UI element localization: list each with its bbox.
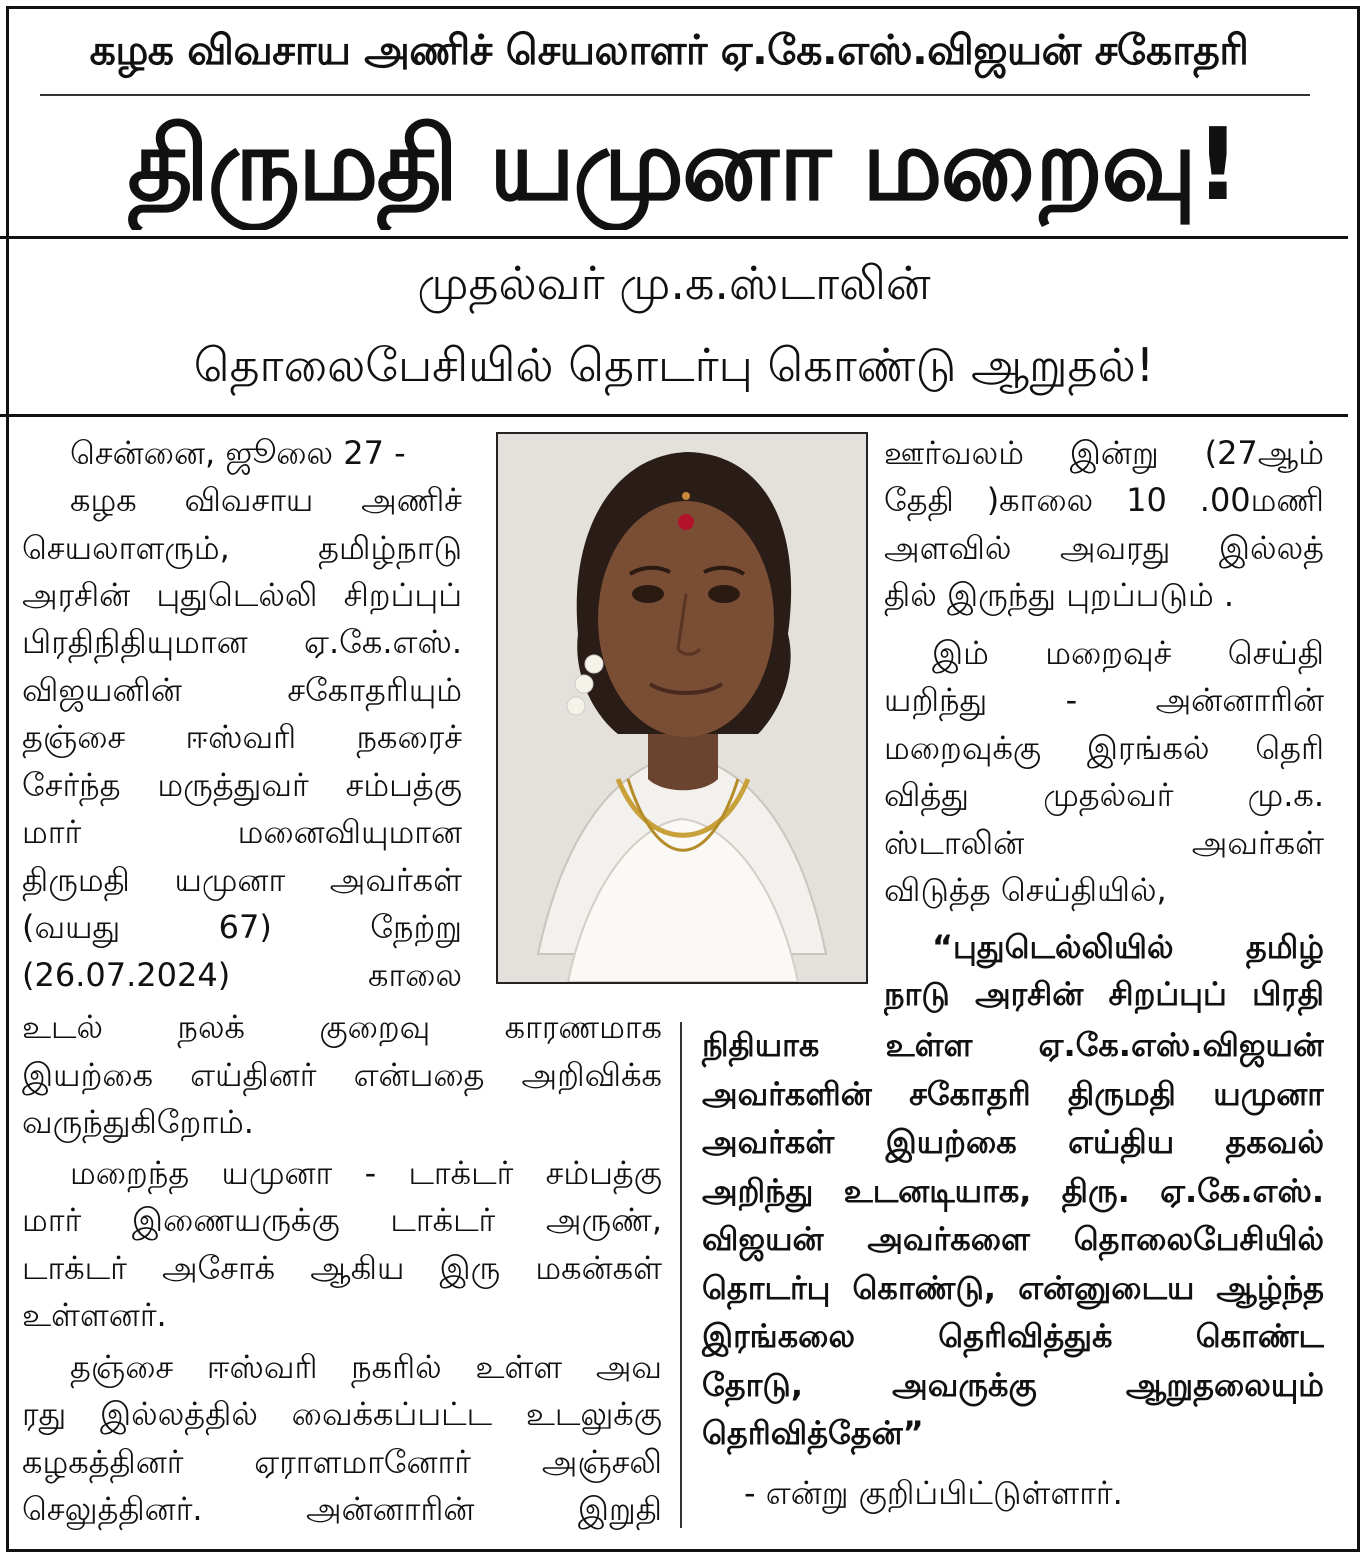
article-line: டாக்டர் அசோக் ஆகிய இரு மகன்கள்: [22, 1249, 662, 1287]
article-line: அளவில் அவரது இல்லத்: [884, 529, 1324, 567]
article-line: தேதி )காலை 10 .00மணி: [884, 481, 1324, 519]
article-line: யறிந்து - அன்னாரின்: [884, 681, 1324, 719]
article-line: வருந்துகிறோம்.: [22, 1103, 254, 1141]
headline-rule: [0, 236, 1348, 239]
article-line: வித்து முதல்வர் மு.க.: [884, 776, 1324, 814]
article-line: கழக விவசாய அணிச்: [70, 481, 462, 519]
column-divider: [680, 1022, 682, 1528]
portrait-photo: [496, 432, 868, 984]
article-line: கழகத்தினர் ஏராளமானோர் அஞ்சலி: [22, 1443, 662, 1481]
quote-line: தெரிவித்தேன்”: [702, 1414, 924, 1452]
article-line: உள்ளனர்.: [22, 1296, 167, 1334]
quote-line: இரங்கலை தெரிவித்துக் கொண்ட: [702, 1317, 1324, 1355]
article-line: மறைவுக்கு இரங்கல் தெரி: [884, 729, 1324, 767]
article-line: விஜயனின் சகோதரியும்: [22, 671, 462, 709]
article-line: (வயது 67) நேற்று: [22, 908, 462, 946]
article-line: அரசின் புதுடெல்லி சிறப்புப்: [22, 576, 462, 614]
quote-line: அவர்கள் இயற்கை எய்திய தகவல்: [702, 1123, 1324, 1161]
quote-line: அறிந்து உடனடியாக, திரு. ஏ.கே.எஸ்.: [702, 1172, 1324, 1210]
quote-line: விஜயன் அவர்களை தொலைபேசியில்: [702, 1220, 1324, 1258]
quote-line: தோடு, அவருக்கு ஆறுதலையும்: [702, 1366, 1324, 1404]
article-line: - என்று குறிப்பிட்டுள்ளார்.: [744, 1474, 1123, 1512]
quote-line: நிதியாக உள்ள ஏ.கே.எஸ்.விஜயன்: [702, 1026, 1324, 1064]
article-line: மார் மனைவியுமான: [22, 813, 462, 851]
article-line: மறைந்த யமுனா - டாக்டர் சம்பத்கு: [70, 1154, 662, 1192]
article-line: செலுத்தினர். அன்னாரின் இறுதி: [22, 1490, 662, 1528]
article-line: உடல் நலக் குறைவு காரணமாக: [22, 1008, 662, 1046]
quote-line: நாடு அரசின் சிறப்புப் பிரதி: [884, 975, 1324, 1013]
article-line: பிரதிநிதியுமான ஏ.கே.எஸ்.: [22, 623, 462, 661]
article-line: திருமதி யமுனா அவர்கள்: [22, 861, 462, 899]
subheading-rule: [0, 414, 1348, 417]
article-line: ஸ்டாலின் அவர்கள்: [884, 824, 1324, 862]
article-line: (26.07.2024) காலை: [22, 956, 462, 994]
article-line: தில் இருந்து புறப்படும் .: [884, 576, 1235, 614]
article-line: சேர்ந்த மருத்துவர் சம்பத்கு: [22, 766, 462, 804]
quote-line: “புதுடெல்லியில் தமிழ்: [932, 928, 1324, 966]
subheading-line-1: முதல்வர் மு.க.ஸ்டாலின்: [417, 256, 931, 310]
article-line: மார் இணையருக்கு டாக்டர் அருண்,: [22, 1201, 662, 1239]
article-line: தஞ்சை ஈஸ்வரி நகரில் உள்ள அவ: [70, 1348, 662, 1386]
article-line: செயலாளரும், தமிழ்நாடு: [22, 529, 462, 567]
kicker-line: கழக விவசாய அணிச் செயலாளர் ஏ.கே.எஸ்.விஜயன் சகோதரி: [89, 26, 1249, 74]
subheading-line-2: தொலைபேசியில் தொடர்பு கொண்டு ஆறுதல்!: [193, 338, 1155, 392]
article-line: இம் மறைவுச் செய்தி: [932, 634, 1324, 672]
article-line: இயற்கை எய்தினர் என்பதை அறிவிக்க: [22, 1056, 662, 1094]
article-line: தஞ்சை ஈஸ்வரி நகரைச்: [22, 718, 462, 756]
kicker-rule: [40, 94, 1310, 96]
headline: திருமதி யமுனா மறைவு!: [127, 106, 1239, 223]
portrait-illustration: [498, 434, 866, 982]
quote-line: தொடர்பு கொண்டு, என்னுடைய ஆழ்ந்த: [702, 1269, 1324, 1307]
article-line: சென்னை, ஜூலை 27 -: [70, 434, 406, 472]
article-line: விடுத்த செய்தியில்,: [884, 871, 1167, 909]
quote-line: அவர்களின் சகோதரி திருமதி யமுனா: [702, 1075, 1324, 1113]
article-line: ஊர்வலம் இன்று (27ஆம்: [884, 434, 1324, 472]
article-line: ரது இல்லத்தில் வைக்கப்பட்ட உடலுக்கு: [22, 1395, 662, 1433]
